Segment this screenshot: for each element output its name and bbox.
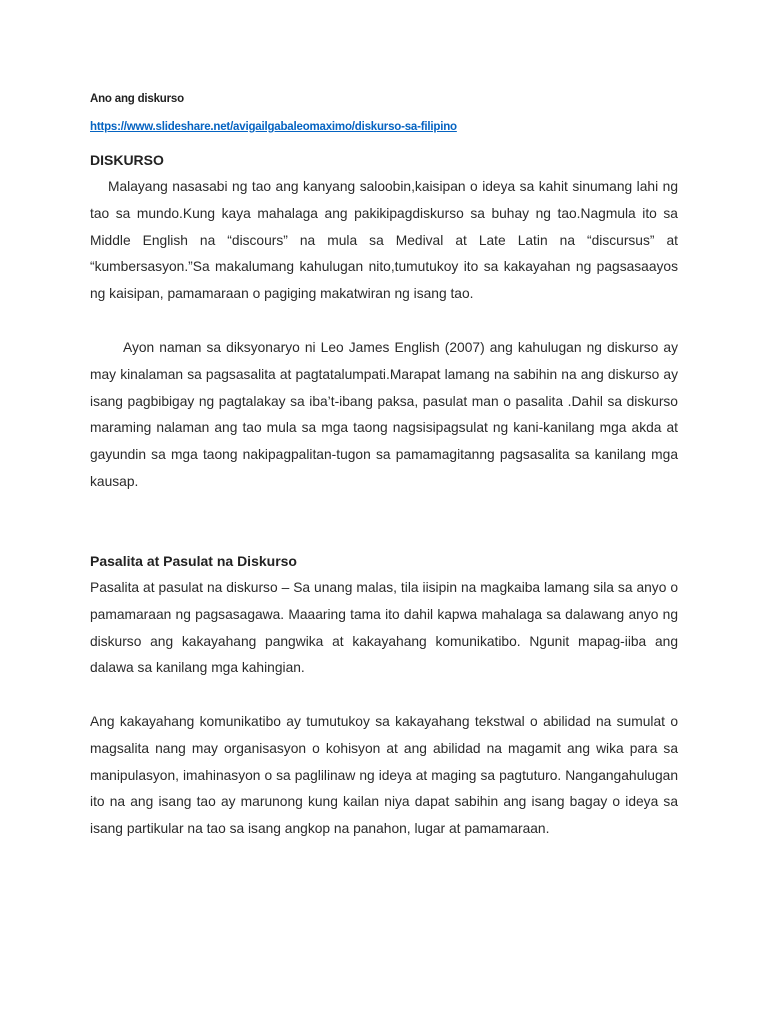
paragraph-kakayahang-komunikatibo: Ang kakayahang komunikatibo ay tumutukoy sa kakayahang tekstwal o abilidad na sumulat o magsalita nang may organisasyon o kohisyon at ang abilidad na magamit ang wika para sa manipulasyon, imahinasyon o sa paglilinaw ng ideya at maging sa pagtuturo. Nangangahulugan ito na ang isang tao ay marunong kung kailan niya dapat sabihin ang isang bagay o ideya sa isang partikular na tao sa isang angkop na panahon, lugar at pamamaraan. [90, 714, 678, 837]
document-title: Ano ang diskurso [90, 93, 184, 105]
paragraph-diskurso-definition: Malayang nasasabi ng tao ang kanyang saloobin,kaisipan o ideya sa kahit sinumang lahi ng tao sa mundo.Kung kaya mahalaga ang pakikipagdiskurso sa buhay ng tao.Nagmula ito sa Middle English na “discours” na mula sa Medival at Late Latin na “discursus” at “kumbersasyon.”Sa makalumang kahulugan nito,tumutukoy ito sa kakayahan ng pagsasaayos ng kaisipan, pamamaraan o pagiging makatwiran ng isang tao. [90, 179, 678, 302]
paragraph-diskurso-dictionary: Ayon naman sa diksyonaryo ni Leo James English (2007) ang kahulugan ng diskurso ay may kinalaman sa pagsasalita at pagtatalumpati.Marapat lamang na sabihin na ang diskurso ay isang pagbibigay ng pagtalakay sa iba’t-ibang paksa, pasulat man o pasalita .Dahil sa diskurso maraming nalaman ang tao mula sa mga taong nagsisipagsulat ng kani-kanilang mga akda at gayundin sa mga taong nakipagpalitan-tugon sa pamamagitanng pagsasalita sa kanilang mga kausap. [90, 340, 678, 489]
paragraph-pasalita-pasulat: Pasalita at pasulat na diskurso – Sa unang malas, tila iisipin na magkaiba lamang sila sa anyo o pamamaraan ng pagsasagawa. Maaaring tama ito dahil kapwa mahalaga sa dalawang anyo ng diskurso ang kakayahang pangwika at kakayahang komunikatibo. Ngunit mapag-iiba ang dalawa sa kanilang mga kahingian. [90, 580, 678, 676]
section-heading-diskurso: DISKURSO [90, 152, 164, 168]
section-heading-pasalita-pasulat: Pasalita at Pasulat na Diskurso [90, 553, 297, 569]
source-link[interactable]: https://www.slideshare.net/avigailgabaleomaximo/diskurso-sa-filipino [90, 121, 457, 133]
